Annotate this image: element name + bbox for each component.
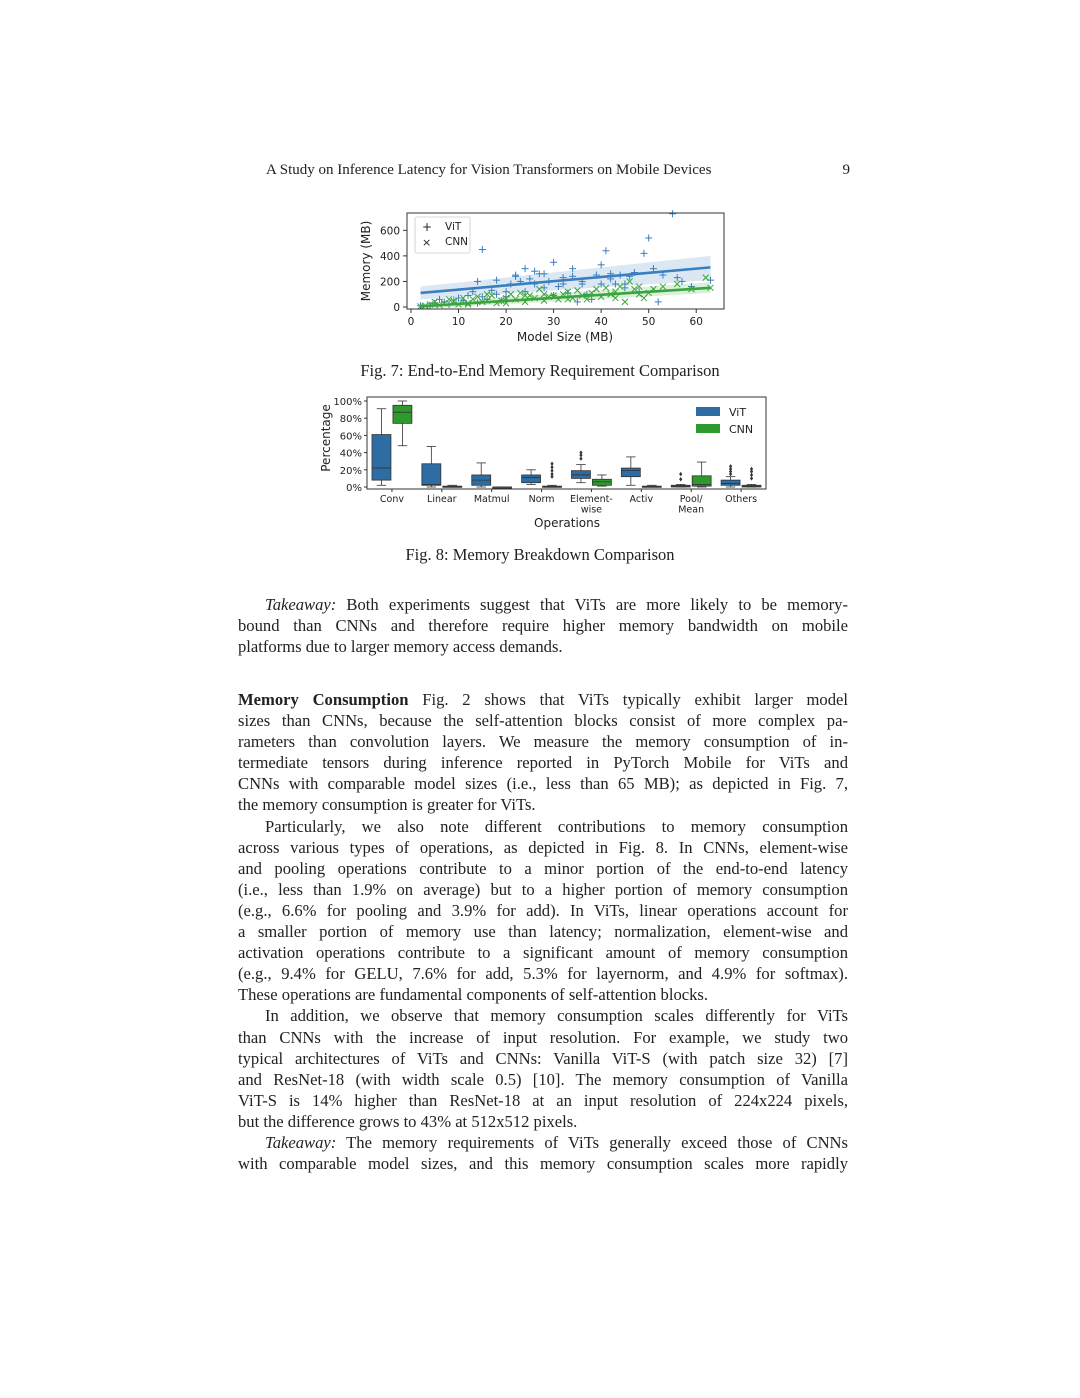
text-line: than CNNs with the increase of input resolution. For example, we study two bbox=[238, 1027, 848, 1047]
fig7-scatter-chart bbox=[355, 205, 735, 350]
text-line: the memory consumption is greater for ViTs. bbox=[238, 795, 536, 815]
x-tick-label: Conv bbox=[379, 494, 404, 505]
y-tick-label: 400 bbox=[379, 250, 400, 263]
text-line: platforms due to larger memory access demands. bbox=[238, 637, 563, 657]
fig8-caption: Fig. 8: Memory Breakdown Comparison bbox=[405, 545, 675, 564]
memory-consumption-section bbox=[238, 689, 848, 1174]
legend-vit-label: ViT bbox=[445, 221, 462, 233]
cnn-box bbox=[692, 462, 711, 487]
fig7-caption: Fig. 7: End-to-End Memory Requirement Comparison bbox=[360, 361, 720, 380]
x-tick-label: Others bbox=[725, 494, 758, 505]
text-line: In addition, we observe that memory consumption scales differently for ViTs bbox=[265, 1006, 848, 1026]
text-line: activation operations contribute to a significant amount of memory consumption bbox=[238, 943, 848, 963]
fig7-x-label: Model Size (MB) bbox=[516, 330, 614, 344]
text-line: sizes than CNNs, because the self-attention blocks consist of more complex pa- bbox=[238, 711, 848, 731]
text-line: across various types of operations, as depicted in Fig. 8. In CNNs, element-wise bbox=[238, 837, 848, 857]
x-tick-label: Pool/ bbox=[679, 494, 703, 505]
cnn-box bbox=[543, 462, 562, 488]
vit-box bbox=[721, 464, 740, 487]
outlier bbox=[750, 467, 753, 471]
text-line: ViT-S is 14% higher than ResNet-18 at an input resolution of 224x224 pixels, bbox=[238, 1090, 848, 1110]
text-line: but the difference grows to 43% at 512x512 pixels. bbox=[238, 1111, 578, 1131]
vit-point bbox=[640, 250, 647, 257]
y-tick-label: 80% bbox=[339, 414, 362, 426]
text-line: and pooling operations contribute to a minor portion of the end-to-end latency bbox=[238, 858, 848, 878]
y-tick-label: 40% bbox=[339, 448, 362, 460]
cnn-box bbox=[393, 401, 412, 446]
text-line: a smaller portion of memory use than latency; normalization, element-wise and bbox=[238, 922, 848, 942]
x-tick-label: Linear bbox=[427, 494, 457, 505]
vit-box bbox=[422, 447, 441, 487]
outlier bbox=[679, 472, 682, 476]
text-line: (e.g., 9.4% for GELU, 7.6% for add, 5.3% for layernorm, and 4.9% for softmax). bbox=[238, 964, 848, 984]
text-line: The memory requirements of ViTs generally exceed those of CNNs bbox=[336, 1132, 848, 1152]
text-line: with comparable model sizes, and this memory consumption scales more rapidly bbox=[238, 1154, 848, 1174]
x-tick-label: 10 bbox=[451, 316, 466, 328]
text-line: (i.e., less than 1.9% on average) but to a higher portion of memory consumption bbox=[238, 879, 848, 899]
page-header bbox=[266, 162, 850, 179]
text-line: CNNs with comparable model sizes (i.e., less than 65 MB); as depicted in Fig. 7, bbox=[238, 774, 848, 794]
x-tick-label: Norm bbox=[528, 494, 555, 505]
y-tick-label: 0 bbox=[393, 302, 400, 314]
x-tick-label: Matmul bbox=[473, 494, 510, 505]
fig8-x-label: Operations bbox=[534, 516, 600, 530]
text-line: Particularly, we also note different contributions to memory consumption bbox=[265, 816, 848, 836]
legend-cnn-label: CNN bbox=[729, 423, 754, 436]
outlier bbox=[729, 464, 732, 468]
fig8-legend bbox=[696, 406, 753, 436]
y-tick-label: 20% bbox=[339, 465, 362, 477]
text-line: typical architectures of ViTs and CNNs: Vanilla ViT-S (with patch size 32) [7] bbox=[238, 1048, 848, 1068]
text-line: bound than CNNs and therefore require higher memory bandwidth on mobile bbox=[238, 616, 848, 636]
vit-point bbox=[669, 210, 676, 217]
legend-vit-label: ViT bbox=[729, 406, 747, 419]
vit-point bbox=[479, 246, 486, 253]
x-tick-label: 0 bbox=[407, 316, 415, 328]
x-tick-label: Element- bbox=[570, 494, 613, 505]
section-heading: Memory Consumption bbox=[238, 690, 409, 709]
fig7-legend bbox=[415, 217, 470, 253]
cnn-box bbox=[592, 475, 611, 486]
fig8-box-chart bbox=[315, 393, 775, 533]
x-tick-label: wise bbox=[580, 504, 603, 516]
outlier bbox=[579, 450, 582, 454]
cnn-box bbox=[443, 485, 462, 487]
cnn-box bbox=[493, 487, 512, 488]
vit-box bbox=[671, 472, 690, 487]
vit-box bbox=[472, 463, 491, 487]
takeaway-paragraph bbox=[238, 594, 848, 657]
x-tick-label: 30 bbox=[546, 316, 561, 328]
vit-point bbox=[655, 298, 662, 305]
x-tick-label: Activ bbox=[629, 494, 654, 505]
text-line: and ResNet-18 (with width scale 0.5) [10]. The memory consumption of Vanilla bbox=[238, 1069, 848, 1089]
y-tick-label: 200 bbox=[379, 276, 400, 289]
y-tick-label: 0% bbox=[346, 483, 362, 494]
y-tick-label: 60% bbox=[339, 431, 362, 443]
legend-vit-swatch bbox=[696, 407, 720, 416]
fig7-y-label: Memory (MB) bbox=[359, 220, 373, 302]
cnn-point bbox=[622, 299, 628, 305]
legend-vit-marker: + bbox=[422, 220, 433, 234]
vit-point bbox=[645, 235, 652, 242]
vit-box bbox=[621, 457, 640, 485]
text-line: rameters than convolution layers. We measure the memory consumption of in- bbox=[238, 732, 848, 752]
page-number: 9 bbox=[842, 162, 850, 178]
takeaway-label: Takeaway: bbox=[265, 1132, 337, 1152]
text-line: termediate tensors during inference reported in PyTorch Mobile for ViTs and bbox=[238, 753, 848, 773]
x-tick-label: 50 bbox=[642, 316, 656, 328]
vit-box bbox=[372, 409, 391, 486]
legend-cnn-marker: × bbox=[422, 236, 432, 249]
outlier bbox=[679, 477, 682, 481]
y-tick-label: 600 bbox=[379, 225, 400, 238]
vit-point bbox=[522, 265, 529, 272]
legend-cnn-label: CNN bbox=[445, 236, 469, 248]
y-tick-label: 100% bbox=[333, 397, 362, 408]
vit-point bbox=[602, 247, 609, 254]
x-tick-label: Mean bbox=[678, 504, 705, 516]
x-tick-label: 20 bbox=[499, 316, 513, 328]
text-line: Fig. 2 shows that ViTs typically exhibit larger model bbox=[408, 690, 848, 709]
outlier bbox=[550, 462, 553, 466]
vit-point bbox=[550, 259, 557, 266]
text-line: Both experiments suggest that ViTs are more likely to be memory- bbox=[336, 595, 848, 614]
legend-cnn-swatch bbox=[696, 424, 720, 433]
x-tick-label: 40 bbox=[594, 316, 608, 328]
cnn-box bbox=[742, 467, 761, 487]
vit-box bbox=[571, 450, 590, 482]
x-tick-label: 60 bbox=[689, 316, 703, 328]
text-line: (e.g., 6.6% for pooling and 3.9% for add). In ViTs, linear operations account for bbox=[238, 900, 848, 920]
text-line: These operations are fundamental components of self-attention blocks. bbox=[238, 985, 709, 1005]
vit-box bbox=[522, 470, 541, 485]
header-title: A Study on Inference Latency for Vision Transformers on Mobile Devices bbox=[266, 162, 712, 178]
takeaway-label: Takeaway: bbox=[265, 595, 337, 614]
fig8-y-label: Percentage bbox=[319, 404, 333, 472]
cnn-box bbox=[642, 485, 661, 487]
